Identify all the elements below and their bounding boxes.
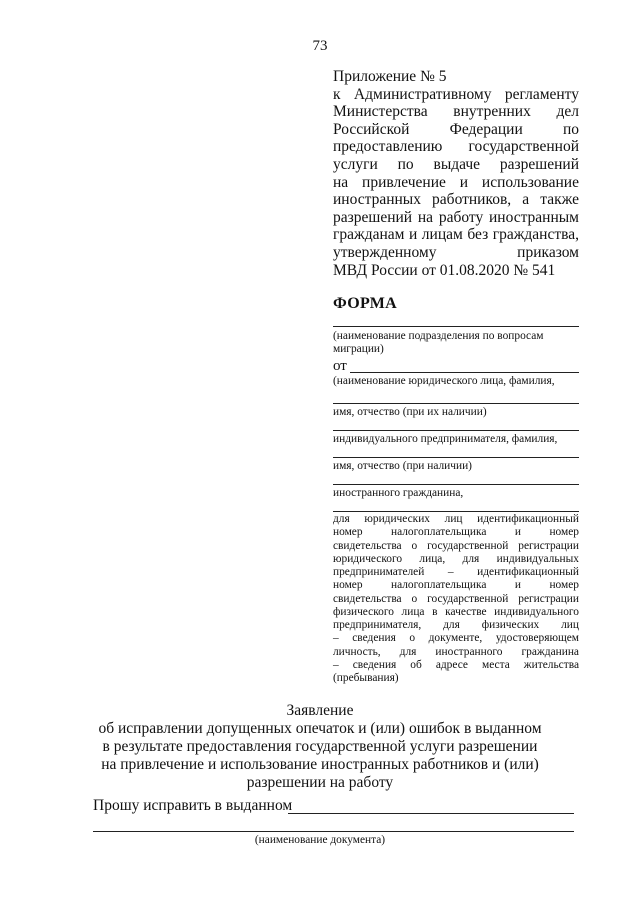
statement-block (0, 702, 640, 792)
appendix-line: разрешений на работу иностранным (333, 208, 579, 226)
details-caption-block (333, 513, 579, 685)
entrepreneur-name-field-line[interactable] (333, 457, 579, 458)
details-line: (пребывания) (333, 672, 399, 684)
appendix-block (333, 68, 579, 279)
form-title: ФОРМА (333, 295, 398, 312)
name-field-line[interactable] (333, 403, 579, 404)
appendix-line: услуги по выдаче разрешений (333, 155, 579, 173)
document-name-caption: (наименование документа) (254, 834, 386, 846)
appendix-line: утвержденному приказом (333, 243, 579, 261)
details-line: свидетельства о государственной регистрации (333, 539, 579, 552)
appendix-line: Министерства внутренних дел (333, 103, 579, 121)
details-line: юридического лица, для индивидуальных (333, 552, 579, 565)
from-field-line[interactable] (350, 372, 579, 373)
appendix-line: к Административному регламенту (333, 85, 579, 103)
details-line: для юридических лиц идентификационный (333, 513, 579, 525)
details-line: номер налогоплательщика и номер (333, 526, 579, 539)
details-line: предпринимателя, для физических лиц (333, 619, 579, 631)
statement-line: в результате предоставления государственной услуги разрешении (102, 738, 538, 755)
name-patronymic-single-caption: имя, отчество (при наличии) (333, 460, 472, 472)
unit-field-line[interactable] (333, 326, 579, 327)
appendix-line: Российской Федерации по (333, 120, 579, 138)
appendix-line: иностранных работников, а также (333, 191, 579, 209)
details-line: личность, для иностранного гражданина (333, 645, 579, 658)
entrepreneur-caption: индивидуального предпринимателя, фамилия, (333, 433, 558, 445)
appendix-line: на привлечение и использование (333, 173, 579, 191)
from-label: от (333, 358, 347, 374)
statement-line: об исправлении допущенных опечаток и (или) ошибок в выданном (98, 720, 542, 737)
appendix-line: МВД России от 01.08.2020 № 541 (333, 261, 556, 279)
document-name-field-line[interactable] (288, 813, 574, 814)
entrepreneur-field-line[interactable] (333, 430, 579, 431)
details-line: – сведения об адресе места жительства (333, 658, 579, 671)
statement-title: Заявление (286, 702, 354, 719)
legal-entity-caption: (наименование юридического лица, фамилия, (333, 375, 555, 387)
statement-line: на привлечение и использование иностранных работников и (или) (101, 756, 539, 773)
unit-caption: (наименование подразделения по вопросам миграции) (333, 330, 544, 356)
request-label: Прошу исправить в выданном (93, 797, 293, 814)
page-number: 73 (312, 38, 328, 54)
foreign-citizen-caption: иностранного гражданина, (333, 487, 464, 499)
appendix-line: предоставлению государственной (333, 138, 579, 156)
appendix-line: гражданам и лицам без гражданства, (333, 226, 579, 244)
details-line: физического лица в качестве индивидуального (333, 605, 579, 618)
details-field-line[interactable] (333, 511, 579, 512)
appendix-line: Приложение № 5 (333, 68, 447, 85)
details-line: предпринимателей – идентификационный (333, 566, 579, 578)
details-line: номер налогоплательщика и номер (333, 579, 579, 592)
document-name-field-line-2[interactable] (93, 831, 574, 832)
details-line: свидетельства о государственной регистрации (333, 592, 579, 605)
statement-line: разрешении на работу (246, 774, 394, 791)
foreign-citizen-field-line[interactable] (333, 484, 579, 485)
name-patronymic-caption: имя, отчество (при их наличии) (333, 406, 487, 418)
details-line: – сведения о документе, удостоверяющем (333, 632, 579, 645)
